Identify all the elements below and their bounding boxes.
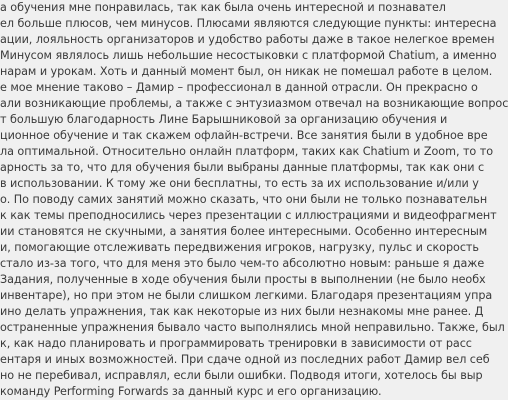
text-line: ии становятся не скучными, а занятия более интересными. Особенно интересным xyxy=(0,225,488,238)
text-line: о. По поводу самих занятий можно сказать, что они были не только познавательн xyxy=(0,193,488,206)
text-line: в использовании. К тому же они бесплатны, то есть за их использование и/или у xyxy=(0,177,479,190)
text-line: инвентаре), но при этом не были слишком легкими. Благодаря презентациям упра xyxy=(0,289,493,302)
text-line: ла оптимальной. Относительно онлайн платформ, таких как Chatium и Zoom, то то xyxy=(0,145,493,158)
text-line: но не перебивал, исправлял, если были ошибки. Подводя итоги, хотелось бы выр xyxy=(0,369,483,382)
text-line: т большую благодарность Лине Барышниковой за организацию обучения и xyxy=(0,113,448,126)
text-line: ации, лояльность организаторов и удобство работы даже в такое нелегкое времен xyxy=(0,33,495,46)
text-line: а обучения мне понравилась, так как была очень интересной и познавател xyxy=(0,1,446,14)
text-line: али возникающие проблемы, а также с энтузиазмом отвечал на возникающие вопрос xyxy=(0,97,508,110)
text-line: ел больше плюсов, чем минусов. Плюсами являются следующие пункты: интересна xyxy=(0,17,497,30)
text-line: команду Performing Forwards за данный курс и его организацию. xyxy=(0,385,382,398)
text-line: к как темы преподносились через презентации с иллюстрациями и видеофрагмент xyxy=(0,209,497,222)
text-line: ино делать упражнения, так как некоторые из них были незнакомы мне ранее. Д xyxy=(0,305,484,318)
text-line: Минусом являлось лишь небольшие несостыковки с платформой Chatium, а именно xyxy=(0,49,497,62)
text-line: арность за то, что для обучения были выбраны данные платформы, так как они с xyxy=(0,161,485,174)
text-line: ентаря и иных возможностей. При сдаче одной из последних работ Дамир вел себ xyxy=(0,353,490,366)
text-line: ционное обучение и так скажем офлайн-встречи. Все занятия были в удобное вре xyxy=(0,129,488,142)
text-line: остраненные упражнения бывало часто выполнялись мной неправильно. Также, был xyxy=(0,321,505,334)
text-line: и, помогающие отслеживать передвижения игроков, нагрузку, пульс и скорость xyxy=(0,241,479,254)
text-line: Задания, полученные в ходе обучения были просты в выполнении (не было необх xyxy=(0,273,486,286)
text-line: нарам и урокам. Хоть и данный момент был, он никак не помешал работе в целом. xyxy=(0,65,493,78)
text-line: стало из-за того, что для меня это было чем-то абсолютно новым: раньше я даже xyxy=(0,257,485,270)
text-line: к, как надо планировать и программировать тренировки в зависимости от расс xyxy=(0,337,472,350)
text-line: е мое мнение таково – Дамир – профессионал в данной отрасли. Он прекрасно о xyxy=(0,81,478,94)
